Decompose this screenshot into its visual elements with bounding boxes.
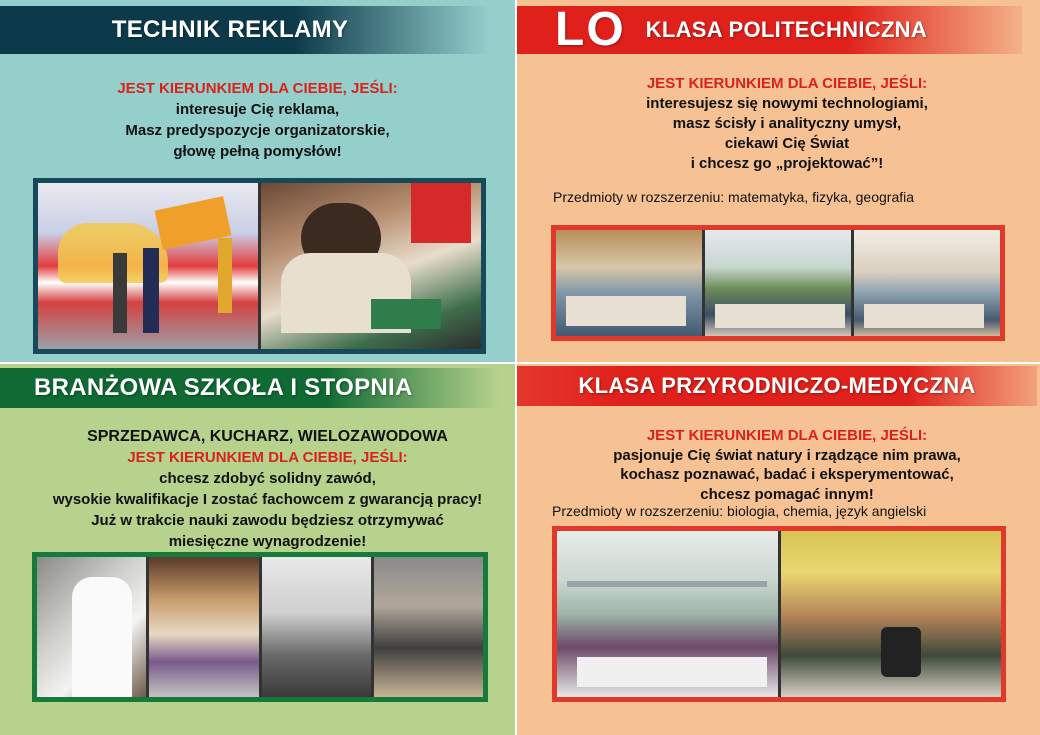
photo-laboratory: [557, 531, 778, 697]
photo-classroom-2: [705, 230, 851, 336]
requirement-line: wysokie kwalifikacje I zostać fachowcem z gwarancją pracy!: [52, 491, 483, 508]
requirement-line: interesujesz się nowymi technologiami,: [646, 95, 928, 112]
requirement-line: głowę pełną pomysłów!: [173, 143, 342, 160]
requirements-heading: JEST KIERUNKIEM DLA CIEBIE, JEŚLI:: [646, 427, 928, 444]
lo-badge: LO: [555, 3, 626, 56]
photo-shop: [149, 557, 258, 697]
panel-title: BRANŻOWA SZKOŁA I STOPNIA: [34, 374, 413, 401]
requirements-text: [0, 426, 515, 552]
requirements-text: [517, 426, 1040, 504]
requirements-text: [0, 78, 515, 162]
requirement-line: miesięczne wynagrodzenie!: [168, 533, 367, 550]
panel-title: TECHNIK REKLAMY: [111, 16, 349, 43]
photo-cook: [37, 557, 146, 697]
requirement-line: masz ścisły i analityczny umysł,: [672, 115, 902, 132]
banner-klasa-politechniczna: [517, 3, 1022, 56]
photo-student-at-desk: [261, 183, 481, 349]
banner-klasa-przyrodniczo-medyczna: [517, 366, 1037, 406]
photo-classroom-1: [556, 230, 702, 336]
requirement-line: ciekawi Cię Świat: [724, 135, 850, 152]
requirements-heading: JEST KIERUNKIEM DLA CIEBIE, JEŚLI:: [127, 449, 408, 466]
extended-subjects: Przedmioty w rozszerzeniu: matematyka, fizyka, geografia: [553, 189, 915, 205]
photo-collage: [32, 552, 488, 702]
photo-mechanic: [374, 557, 483, 697]
panel-title: KLASA PRZYRODNICZO-MEDYCZNA: [578, 373, 976, 398]
photo-collage: [33, 178, 486, 354]
banner-branzowa-szkola: [0, 368, 500, 408]
requirement-line: i chcesz go „projektować”!: [690, 155, 884, 172]
requirement-line: chcesz pomagać innym!: [700, 485, 874, 503]
banner-technik-reklamy: [0, 6, 490, 54]
requirement-line: interesuje Cię reklama,: [175, 101, 340, 118]
requirements-heading: JEST KIERUNKIEM DLA CIEBIE, JEŚLI:: [646, 75, 928, 92]
requirement-line: kochasz poznawać, badać i eksperymentować,: [620, 466, 954, 483]
photo-hairdresser: [262, 557, 371, 697]
extended-subjects: Przedmioty w rozszerzeniu: biologia, chemia, język angielski: [552, 503, 927, 519]
panel-title: KLASA POLITECHNICZNA: [645, 17, 928, 42]
photo-microscopes: [781, 531, 1002, 697]
photo-collage: [552, 526, 1006, 702]
requirement-line: Już w trakcie nauki zawodu będziesz otrzymywać: [91, 512, 444, 529]
panel-klasa-przyrodniczo-medyczna: [517, 364, 1040, 735]
panel-klasa-politechniczna: [517, 0, 1040, 362]
requirements-heading: JEST KIERUNKIEM DLA CIEBIE, JEŚLI:: [117, 80, 398, 97]
panel-branzowa-szkola: [0, 364, 515, 735]
photo-mural-painting: [38, 183, 258, 349]
panel-technik-reklamy: [0, 0, 515, 362]
photo-classroom-3: [854, 230, 1000, 336]
requirement-line: pasjonuje Cię świat natury i rządzące nim prawa,: [613, 446, 961, 464]
professions-line: SPRZEDAWCA, KUCHARZ, WIELOZAWODOWA: [87, 428, 448, 445]
photo-collage: [551, 225, 1005, 341]
requirements-text: [517, 74, 1040, 174]
requirement-line: Masz predyspozycje organizatorskie,: [125, 122, 390, 139]
requirement-line: chcesz zdobyć solidny zawód,: [159, 470, 376, 487]
